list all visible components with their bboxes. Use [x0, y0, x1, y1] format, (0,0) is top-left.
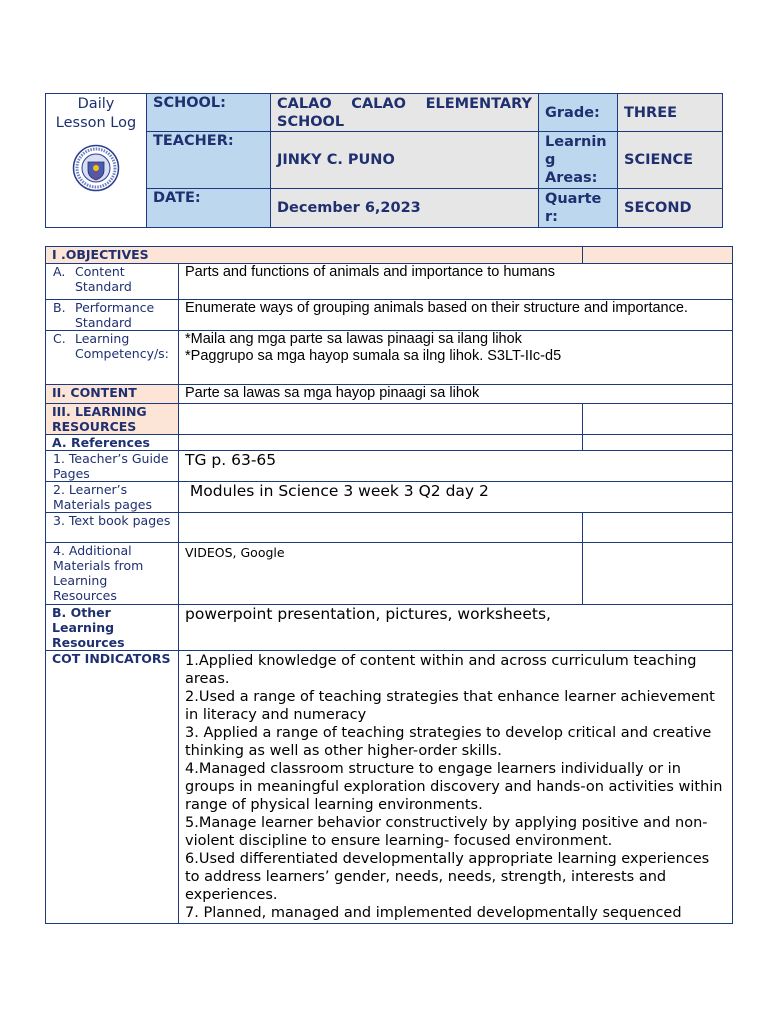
- performance-standard-label: [46, 300, 179, 331]
- table-row: [46, 247, 733, 264]
- cot-indicator-item: 4.Managed classroom structure to engage learners individually or in groups in meaningful exploration discovery and hands-on activities within range of physical learning environments.: [185, 761, 723, 813]
- teachers-guide-value: TG p. 63-65: [179, 451, 733, 482]
- textbook-pages-label: 3. Text book pages: [46, 513, 179, 543]
- content-standard-label: [46, 264, 179, 300]
- quarter-label: Quarte r:: [539, 189, 618, 228]
- list-label: Performance Standard: [75, 300, 155, 330]
- cot-indicator-item: 2.Used a range of teaching strategies that enhance learner achievement in literacy and numeracy: [185, 689, 715, 723]
- table-row: [46, 404, 733, 435]
- title-cell: [46, 94, 147, 228]
- grade-value: THREE: [618, 94, 723, 132]
- deped-seal-icon: [72, 144, 120, 192]
- table-row: [46, 651, 733, 924]
- school-value: CALAO CALAO ELEMENTARY SCHOOL: [271, 94, 539, 132]
- content-heading: II. CONTENT: [46, 385, 179, 404]
- learners-materials-value: Modules in Science 3 week 3 Q2 day 2: [179, 482, 733, 513]
- list-label: Content Standard: [75, 264, 132, 294]
- references-label: A. References: [46, 435, 179, 451]
- list-letter: C.: [53, 331, 66, 346]
- learning-areas-value: SCIENCE: [618, 132, 723, 189]
- table-row: [46, 605, 733, 651]
- objectives-heading-blank: [583, 247, 733, 264]
- cot-indicator-item: 5.Manage learner behavior constructively by applying positive and non-violent discipline to ensure learning- focused environment.: [185, 815, 708, 849]
- table-row: [46, 300, 733, 331]
- grade-label: Grade:: [539, 94, 618, 132]
- other-resources-label: B. Other Learning Resources: [46, 605, 179, 651]
- list-letter: A.: [53, 264, 66, 279]
- cot-indicator-item: 3. Applied a range of teaching strategies to develop critical and creative thinking as well as other higher-order skills.: [185, 725, 712, 759]
- doc-title-line2: Lesson Log: [55, 115, 137, 131]
- learning-competency-label: [46, 331, 179, 385]
- performance-standard-value: Enumerate ways of grouping animals based on their structure and importance.: [179, 300, 733, 331]
- date-label: DATE:: [147, 189, 271, 228]
- date-value: December 6,2023: [271, 189, 539, 228]
- list-letter: B.: [53, 300, 66, 315]
- empty-cell: [583, 543, 733, 605]
- table-row: [46, 331, 733, 385]
- competency-line: *Maila ang mga parte sa lawas pinaagi sa ilang lihok: [185, 331, 522, 347]
- empty-cell: [583, 404, 733, 435]
- content-standard-value: Parts and functions of animals and importance to humans: [179, 264, 733, 300]
- table-row: [46, 543, 733, 605]
- table-row: [46, 513, 733, 543]
- table-row: [46, 385, 733, 404]
- learning-resources-heading: III. LEARNING RESOURCES: [46, 404, 179, 435]
- table-row: [46, 482, 733, 513]
- cot-indicator-item: 7. Planned, managed and implemented developmentally sequenced: [185, 905, 682, 921]
- quarter-value: SECOND: [618, 189, 723, 228]
- list-label: Learning Competency/s:: [75, 331, 169, 361]
- table-row: [46, 435, 733, 451]
- table-row: [46, 264, 733, 300]
- school-label: SCHOOL:: [147, 94, 271, 132]
- doc-title-line1: Daily: [77, 96, 115, 112]
- additional-materials-value: VIDEOS, Google: [179, 543, 583, 605]
- header-table: [45, 93, 723, 228]
- empty-cell: [583, 513, 733, 543]
- empty-cell: [179, 435, 583, 451]
- empty-cell: [179, 404, 583, 435]
- lesson-plan-table: [45, 246, 733, 924]
- objectives-heading: I .OBJECTIVES: [46, 247, 583, 264]
- competency-line: *Paggrupo sa mga hayop sumala sa ilng lihok. S3LT-IIc-d5: [185, 348, 562, 364]
- cot-indicator-item: 6.Used differentiated developmentally appropriate learning experiences to address learners’ gender, needs, needs, strength, interests and experiences.: [185, 851, 710, 903]
- empty-cell: [179, 513, 583, 543]
- teachers-guide-label: 1. Teacher’s Guide Pages: [46, 451, 179, 482]
- additional-materials-label: 4. Additional Materials from Learning Resources: [46, 543, 179, 605]
- learners-materials-label: 2. Learner’s Materials pages: [46, 482, 179, 513]
- cot-indicator-item: 1.Applied knowledge of content within and across curriculum teaching areas.: [185, 653, 697, 687]
- learning-competency-value: [179, 331, 733, 385]
- table-row: [46, 451, 733, 482]
- teacher-value: JINKY C. PUNO: [271, 132, 539, 189]
- learning-areas-label: Learnin g Areas:: [539, 132, 618, 189]
- other-resources-value: powerpoint presentation, pictures, worksheets,: [179, 605, 733, 651]
- cot-indicators-label: COT INDICATORS: [46, 651, 179, 924]
- cot-indicators-list: [179, 651, 733, 924]
- empty-cell: [583, 435, 733, 451]
- teacher-label: TEACHER:: [147, 132, 271, 189]
- content-value: Parte sa lawas sa mga hayop pinaagi sa lihok: [179, 385, 733, 404]
